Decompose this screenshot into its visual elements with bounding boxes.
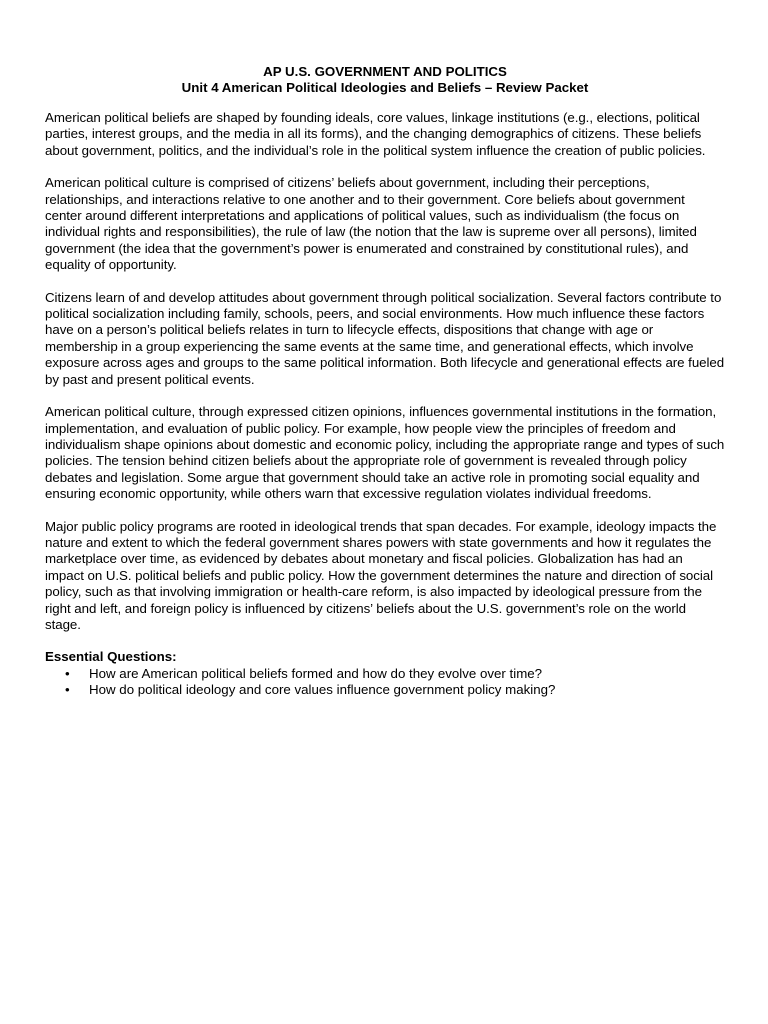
essential-questions-heading: Essential Questions:: [45, 649, 177, 665]
question-text: How do political ideology and core values influence government policy making?: [89, 682, 556, 698]
question-text: How are American political beliefs formed and how do they evolve over time?: [89, 665, 543, 681]
list-item: [45, 666, 725, 682]
bullet-icon: •: [65, 665, 70, 681]
unit-title: Unit 4 American Political Ideologies and Beliefs – Review Packet: [181, 80, 589, 95]
paragraph-public-policy: American political culture, through expressed citizen opinions, influences governmental institutions in the formation, implementation, and evaluation of public policy. For example, how people view the principles of freedom and individualism shape opinions about domestic and economic policy, including the appropriate range and types of such policies. The tension behind citizen beliefs about the appropriate role of government is revealed through policy debates and legislation. Some argue that government should take an active role in promoting social equality and ensuring economic opportunity, while others warn that excessive regulation violates individual freedoms.: [45, 404, 725, 502]
document-page: [45, 64, 725, 699]
essential-questions-section: [45, 649, 725, 698]
paragraph-ideological-trends: Major public policy programs are rooted in ideological trends that span decades. For example, ideology impacts the nature and extent to which the federal government shares powers with state governments and how it regulates the marketplace over time, as evidenced by debates about monetary and fiscal policies. Globalization has had an impact on U.S. political beliefs and public policy. How the government determines the nature and direction of social policy, such as that involving immigration or health-care reform, is also impacted by ideological pressure from the right and left, and foreign policy is influenced by citizens’ beliefs about the U.S. government’s role on the world stage.: [45, 518, 717, 632]
paragraph-political-beliefs: American political beliefs are shaped by founding ideals, core values, linkage institutions (e.g., elections, political parties, interest groups, and the media in all its forms), and the changing demographics of citizens. These beliefs about government, politics, and the individual’s role in the political system influence the creation of public policies.: [45, 110, 706, 158]
essential-questions-list: [45, 666, 725, 699]
paragraph-political-culture: American political culture is comprised of citizens’ beliefs about government, including their perceptions, relationships, and interactions relative to one another and to their government. Core beliefs about government center around different interpretations and applications of political values, such as individualism (the focus on individual rights and responsibilities), the rule of law (the notion that the law is supreme over all persons), limited government (the idea that the government’s power is enumerated and constrained by constitutional rules), and equality of opportunity.: [45, 175, 697, 273]
course-title: AP U.S. GOVERNMENT AND POLITICS: [263, 64, 507, 79]
list-item: [45, 682, 725, 698]
bullet-icon: •: [65, 682, 70, 698]
document-header: [45, 64, 725, 96]
paragraph-political-socialization: Citizens learn of and develop attitudes about government through political socialization. Several factors contribute to political socialization including family, schools, peers, and social environments. How much influence these factors have on a person’s political beliefs relates in turn to lifecycle effects, dispositions that change with age or membership in a group experiencing the same events at the same time, and generational effects, which involve exposure across ages and groups to the same political information. Both lifecycle and generational effects are fueled by past and present political events.: [45, 289, 725, 387]
